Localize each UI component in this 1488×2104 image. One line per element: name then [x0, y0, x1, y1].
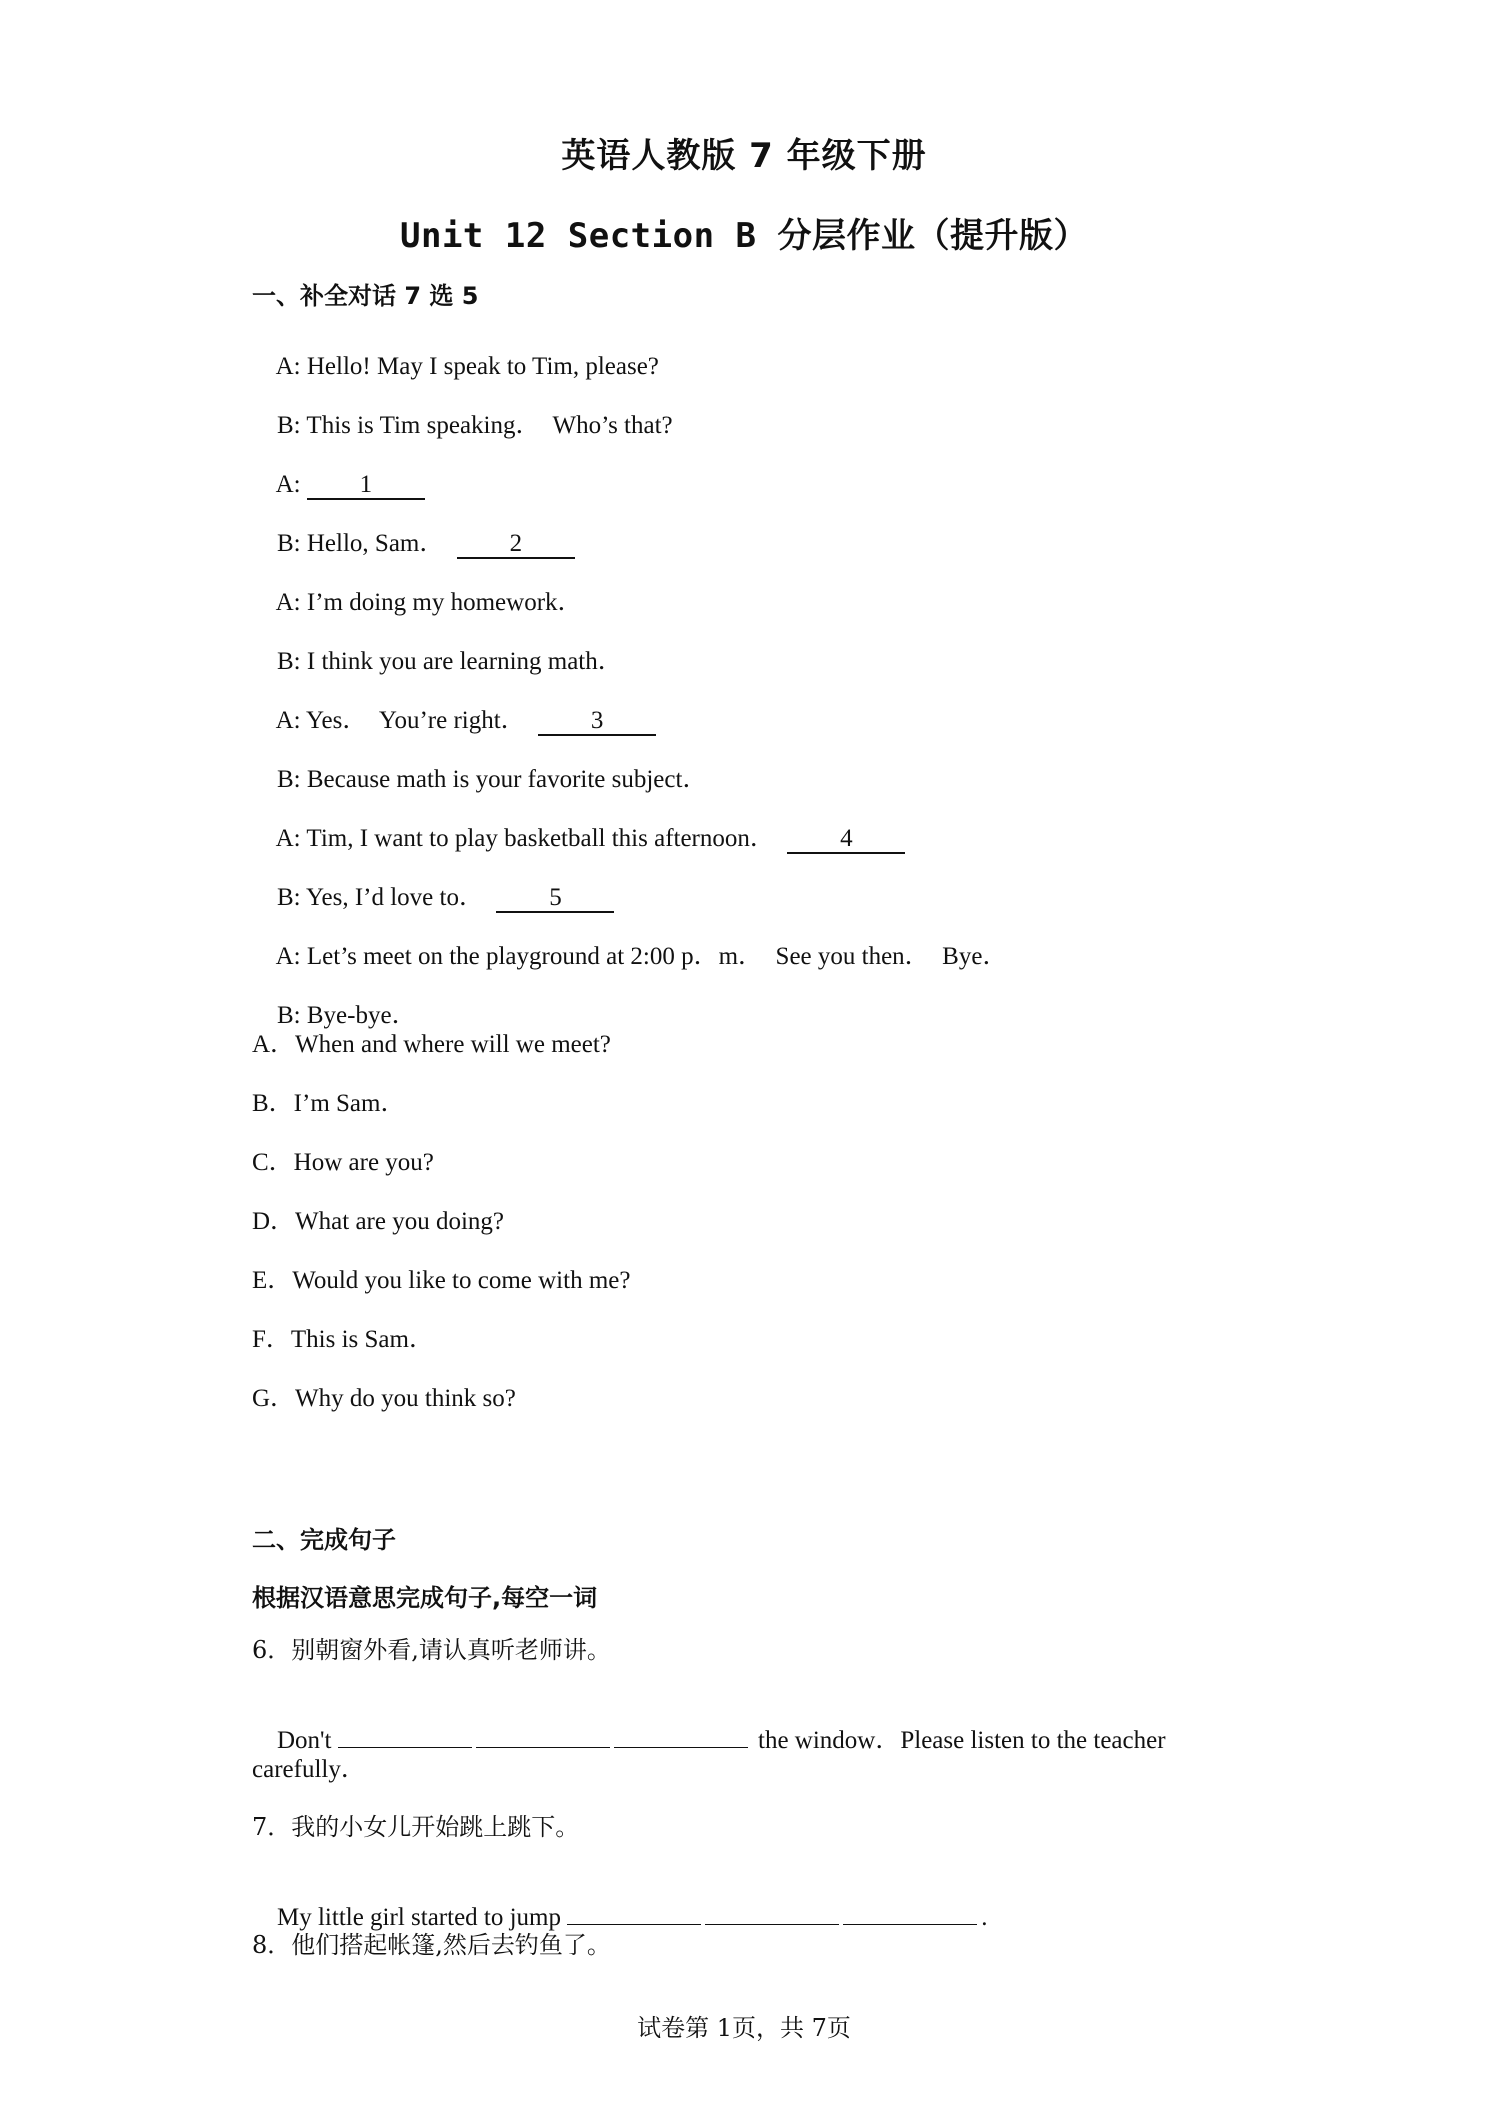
- question-text: My little girl started to jump: [277, 1904, 568, 1931]
- question-7-chinese: 7．我的小女儿开始跳上跳下。: [252, 1813, 580, 1841]
- dialogue-text: A: Hello! May I speak to Tim, please?: [275, 353, 659, 380]
- dialogue-text: A: I’m doing my homework．: [275, 589, 583, 616]
- option-c: C．How are you?: [252, 1149, 434, 1176]
- document-subtitle: Unit 12 Section B 分层作业（提升版）: [400, 216, 1088, 256]
- section2-heading: 二、完成句子: [252, 1526, 396, 1554]
- question-6-english-cont: carefully．: [252, 1756, 366, 1783]
- dialogue-text: A:: [275, 471, 307, 498]
- answer-blank-2[interactable]: 2: [457, 531, 575, 559]
- question-6-chinese: 6．别朝窗外看,请认真听老师讲。: [252, 1636, 611, 1664]
- dialogue-text: A: Let’s meet on the playground at 2:00 p．m． See you then． Bye．: [275, 943, 1008, 970]
- dialogue-text: B: Bye-bye．: [277, 1002, 417, 1029]
- fill-blank[interactable]: [614, 1727, 748, 1748]
- dialogue-text: A: Tim, I want to play basketball this afternoon．: [275, 825, 788, 852]
- dialogue-text: A: Yes． You’re right．: [275, 707, 539, 734]
- fill-blank[interactable]: [843, 1904, 977, 1925]
- page-footer: 试卷第 1页，共 7页: [637, 2014, 851, 2042]
- fill-blank[interactable]: [476, 1727, 610, 1748]
- option-b: B．I’m Sam．: [252, 1090, 406, 1117]
- document-title: 英语人教版 7 年级下册: [561, 136, 927, 176]
- question-text: the window．Please listen to the teacher: [751, 1727, 1166, 1754]
- answer-blank-5[interactable]: 5: [496, 885, 614, 913]
- option-e: E．Would you like to come with me?: [252, 1267, 631, 1294]
- question-6-english: [252, 1696, 1166, 1786]
- question-text: .: [981, 1904, 988, 1931]
- section2-instruction: 根据汉语意思完成句子,每空一词: [252, 1584, 598, 1612]
- answer-blank-3[interactable]: 3: [538, 708, 656, 736]
- dialogue-text: B: This is Tim speaking． Who’s that?: [277, 412, 673, 439]
- dialogue-text: B: Hello, Sam．: [277, 530, 457, 557]
- dialogue-text: B: Because math is your favorite subject．: [277, 766, 708, 793]
- fill-blank[interactable]: [338, 1727, 472, 1748]
- dialogue-text: B: Yes, I’d love to．: [277, 884, 497, 911]
- option-g: G．Why do you think so?: [252, 1385, 516, 1412]
- answer-blank-4[interactable]: 4: [787, 826, 905, 854]
- option-a: A．When and where will we meet?: [252, 1031, 611, 1058]
- fill-blank[interactable]: [567, 1904, 701, 1925]
- question-8-chinese: 8．他们搭起帐篷,然后去钓鱼了。: [252, 1931, 611, 1959]
- option-f: F．This is Sam．: [252, 1326, 434, 1353]
- section1-heading: 一、补全对话 7 选 5: [252, 282, 479, 310]
- answer-blank-1[interactable]: 1: [307, 472, 425, 500]
- question-text: Don't: [277, 1727, 338, 1754]
- option-d: D．What are you doing?: [252, 1208, 505, 1235]
- dialogue-text: B: I think you are learning math．: [277, 648, 623, 675]
- fill-blank[interactable]: [705, 1904, 839, 1925]
